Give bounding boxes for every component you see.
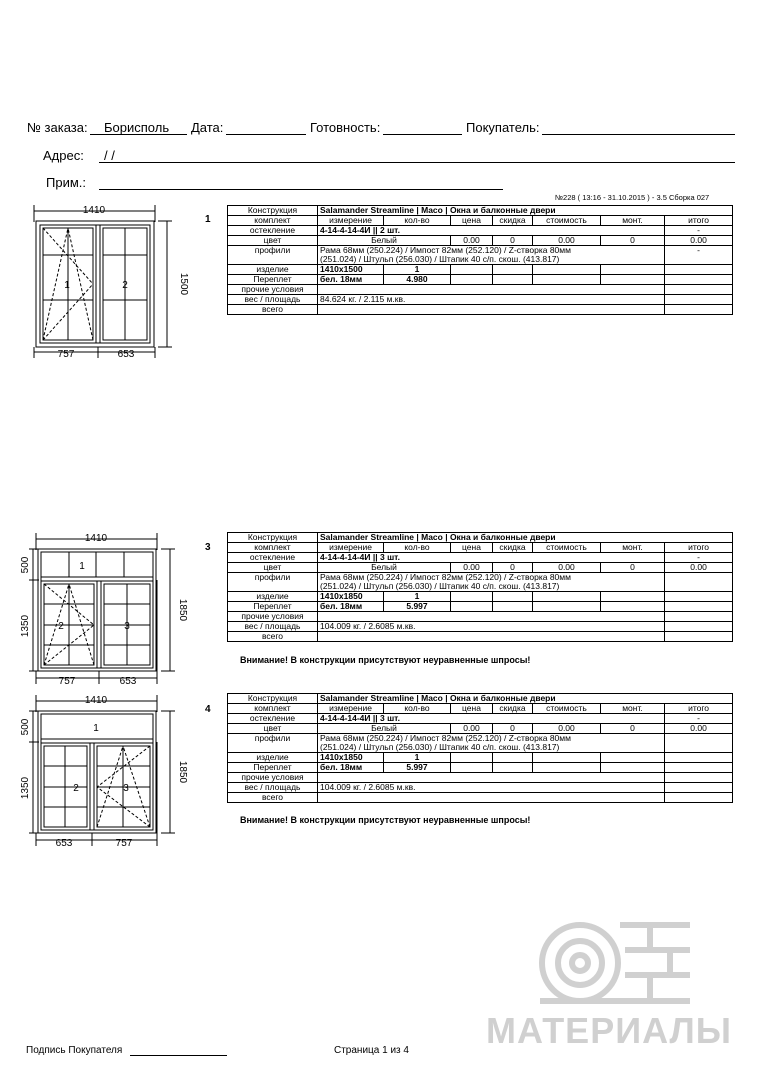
product-size: 1410x1500 xyxy=(318,265,384,275)
col-sum: итого xyxy=(665,216,733,226)
col-measure: измерение xyxy=(318,543,384,553)
glazing-value: 4-14-4-14-4И || 3 шт. xyxy=(318,714,665,724)
row-construction-label: Конструкция xyxy=(228,206,318,216)
color-value: Белый xyxy=(318,563,451,573)
drawing-3-sash-1: 1 xyxy=(79,561,85,572)
col-discount: скидка xyxy=(493,543,533,553)
construction-value: Salamander Streamline | Maco | Окна и балконные двери xyxy=(318,533,733,543)
signature-label: Подпись Покупателя xyxy=(26,1045,123,1056)
transom-qty: 4.980 xyxy=(384,275,451,285)
drawing-3-sash-2: 2 xyxy=(58,621,64,632)
row-construction-label: Конструкция xyxy=(228,533,318,543)
discount-value: 0 xyxy=(493,724,533,734)
position-4-warning: Внимание! В конструкции присутствуют неуравненные шпросы! xyxy=(240,815,531,825)
transom-value: бел. 18мм xyxy=(318,763,384,773)
drawing-3-sash-3: 3 xyxy=(124,621,130,632)
drawing-3-top-height: 500 xyxy=(20,556,31,574)
drawing-4-sash-1: 1 xyxy=(93,723,99,734)
window-drawing-4 xyxy=(20,690,190,852)
drawing-4-right-width: 757 xyxy=(115,838,133,849)
transom-value: бел. 18мм xyxy=(318,602,384,612)
buyer-underline xyxy=(542,134,735,135)
discount-value: 0 xyxy=(493,563,533,573)
construction-value: Salamander Streamline | Maco | Окна и балконные двери xyxy=(318,694,733,704)
position-4-number: 4 xyxy=(205,704,211,715)
row-construction-label: Конструкция xyxy=(228,694,318,704)
row-color-label: цвет xyxy=(228,236,318,246)
profiles-line-2: (251.024) / Штульп (256.030) / Штапик 40 с/п. скош. (413.817) xyxy=(318,582,665,592)
drawing-3-height: 1850 xyxy=(177,598,188,622)
drawing-4-height: 1850 xyxy=(177,760,188,784)
product-qty: 1 xyxy=(384,753,451,763)
position-4-table xyxy=(227,693,733,803)
transom-value: бел. 18мм xyxy=(318,275,384,285)
discount-value: 0 xyxy=(493,236,533,246)
drawing-1-right-width: 653 xyxy=(117,349,135,360)
order-value: Борисполь xyxy=(104,120,170,135)
col-sum: итого xyxy=(665,704,733,714)
weight-value: 104.009 кг. / 2.6085 м.кв. xyxy=(318,783,665,793)
address-underline xyxy=(99,162,735,163)
price-value: 0.00 xyxy=(451,563,493,573)
page-indicator: Страница 1 из 4 xyxy=(334,1045,409,1056)
readiness-underline xyxy=(383,134,462,135)
col-qty: кол-во xyxy=(384,543,451,553)
buyer-label: Покупатель: xyxy=(466,120,540,135)
date-underline xyxy=(226,134,306,135)
row-weight-label: вес / площадь xyxy=(228,783,318,793)
row-glazing-label: остекление xyxy=(228,553,318,563)
col-cost: стоимость xyxy=(533,543,601,553)
col-install: монт. xyxy=(601,216,665,226)
col-discount: скидка xyxy=(493,704,533,714)
col-discount: скидка xyxy=(493,216,533,226)
product-size: 1410x1850 xyxy=(318,753,384,763)
profiles-line-1: Рама 68мм (250.224) / Импост 82мм (252.120) / Z-створка 80мм xyxy=(318,246,665,256)
position-3-number: 3 xyxy=(205,542,211,553)
color-value: Белый xyxy=(318,236,451,246)
row-profiles-label: профили xyxy=(228,246,318,265)
product-qty: 1 xyxy=(384,265,451,275)
col-qty: кол-во xyxy=(384,704,451,714)
col-install: монт. xyxy=(601,704,665,714)
position-1-number: 1 xyxy=(205,214,211,225)
row-other-label: прочие условия xyxy=(228,285,318,295)
row-other-label: прочие условия xyxy=(228,612,318,622)
drawing-3-right-width: 653 xyxy=(119,676,137,687)
glazing-value: 4-14-4-14-4И || 3 шт. xyxy=(318,553,665,563)
window-drawing-3 xyxy=(20,528,190,690)
watermark-text: МАТЕРИАЛЫ xyxy=(486,1010,733,1051)
drawing-4-sash-3: 3 xyxy=(123,783,129,794)
drawing-1-sash-1: 1 xyxy=(64,280,70,291)
order-label: № заказа: xyxy=(27,120,88,135)
window-drawing-1 xyxy=(26,200,189,362)
cost-value: 0.00 xyxy=(533,724,601,734)
price-value: 0.00 xyxy=(451,236,493,246)
drawing-3-left-width: 757 xyxy=(58,676,76,687)
watermark-logo-icon xyxy=(530,905,700,1015)
document-number: №228 ( 13:16 - 31.10.2015 ) - 3.5 Сборка 027 xyxy=(555,193,710,202)
drawing-3-bottom-height: 1350 xyxy=(20,614,31,638)
glazing-value: 4-14-4-14-4И || 2 шт. xyxy=(318,226,665,236)
drawing-4-bottom-height: 1350 xyxy=(20,776,31,800)
drawing-3-width: 1410 xyxy=(84,533,108,544)
row-total-label: всего xyxy=(228,305,318,315)
col-cost: стоимость xyxy=(533,216,601,226)
drawing-4-width: 1410 xyxy=(84,695,108,706)
drawing-1-left-width: 757 xyxy=(57,349,75,360)
col-install: монт. xyxy=(601,543,665,553)
note-label: Прим.: xyxy=(46,175,86,190)
position-1-table xyxy=(227,205,733,315)
transom-qty: 5.997 xyxy=(384,763,451,773)
col-qty: кол-во xyxy=(384,216,451,226)
row-kit-label: комплект xyxy=(228,543,318,553)
date-label: Дата: xyxy=(191,120,224,135)
glazing-sum: - xyxy=(665,553,733,563)
col-cost: стоимость xyxy=(533,704,601,714)
glazing-sum: - xyxy=(665,714,733,724)
position-3-table xyxy=(227,532,733,642)
product-size: 1410x1850 xyxy=(318,592,384,602)
price-value: 0.00 xyxy=(451,724,493,734)
cost-value: 0.00 xyxy=(533,236,601,246)
row-total-label: всего xyxy=(228,632,318,642)
profiles-line-2: (251.024) / Штульп (256.030) / Штапик 40 с/п. скош. (413.817) xyxy=(318,743,665,753)
row-color-label: цвет xyxy=(228,724,318,734)
position-3-warning: Внимание! В конструкции присутствуют неуравненные шпросы! xyxy=(240,655,531,665)
drawing-4-sash-2: 2 xyxy=(73,783,79,794)
row-weight-label: вес / площадь xyxy=(228,622,318,632)
construction-value: Salamander Streamline | Maco | Окна и балконные двери xyxy=(318,206,733,216)
row-glazing-label: остекление xyxy=(228,226,318,236)
row-other-label: прочие условия xyxy=(228,773,318,783)
install-value: 0 xyxy=(601,724,665,734)
row-glazing-label: остекление xyxy=(228,714,318,724)
sum-value: 0.00 xyxy=(665,236,733,246)
weight-value: 84.624 кг. / 2.115 м.кв. xyxy=(318,295,665,305)
col-price: цена xyxy=(451,704,493,714)
drawing-1-height: 1500 xyxy=(178,272,189,296)
install-value: 0 xyxy=(601,563,665,573)
row-product-label: изделие xyxy=(228,753,318,763)
transom-qty: 5.997 xyxy=(384,602,451,612)
cost-value: 0.00 xyxy=(533,563,601,573)
row-color-label: цвет xyxy=(228,563,318,573)
address-value: / / xyxy=(104,148,115,163)
row-transom-label: Переплет xyxy=(228,275,318,285)
sum-value: 0.00 xyxy=(665,724,733,734)
row-transom-label: Переплет xyxy=(228,602,318,612)
col-sum: итого xyxy=(665,543,733,553)
row-product-label: изделие xyxy=(228,265,318,275)
drawing-1-width: 1410 xyxy=(82,205,106,216)
col-measure: измерение xyxy=(318,704,384,714)
profiles-line-1: Рама 68мм (250.224) / Импост 82мм (252.120) / Z-створка 80мм xyxy=(318,734,665,744)
address-label: Адрес: xyxy=(43,148,84,163)
col-measure: измерение xyxy=(318,216,384,226)
profiles-sum xyxy=(665,573,733,592)
row-transom-label: Переплет xyxy=(228,763,318,773)
profiles-line-1: Рама 68мм (250.224) / Импост 82мм (252.120) / Z-створка 80мм xyxy=(318,573,665,583)
row-weight-label: вес / площадь xyxy=(228,295,318,305)
weight-value: 104.009 кг. / 2.6085 м.кв. xyxy=(318,622,665,632)
row-product-label: изделие xyxy=(228,592,318,602)
signature-underline xyxy=(130,1055,227,1056)
sum-value: 0.00 xyxy=(665,563,733,573)
profiles-line-2: (251.024) / Штульп (256.030) / Штапик 40 с/п. скош. (413.817) xyxy=(318,255,665,265)
row-profiles-label: профили xyxy=(228,734,318,753)
note-underline xyxy=(99,189,503,190)
row-kit-label: комплект xyxy=(228,216,318,226)
readiness-label: Готовность: xyxy=(310,120,381,135)
drawing-1-sash-2: 2 xyxy=(122,280,128,291)
col-price: цена xyxy=(451,543,493,553)
row-kit-label: комплект xyxy=(228,704,318,714)
glazing-sum: - xyxy=(665,226,733,236)
color-value: Белый xyxy=(318,724,451,734)
row-profiles-label: профили xyxy=(228,573,318,592)
drawing-4-top-height: 500 xyxy=(20,718,31,736)
row-total-label: всего xyxy=(228,793,318,803)
drawing-4-left-width: 653 xyxy=(55,838,73,849)
col-price: цена xyxy=(451,216,493,226)
profiles-sum: - xyxy=(665,246,733,265)
install-value: 0 xyxy=(601,236,665,246)
product-qty: 1 xyxy=(384,592,451,602)
profiles-sum xyxy=(665,734,733,753)
